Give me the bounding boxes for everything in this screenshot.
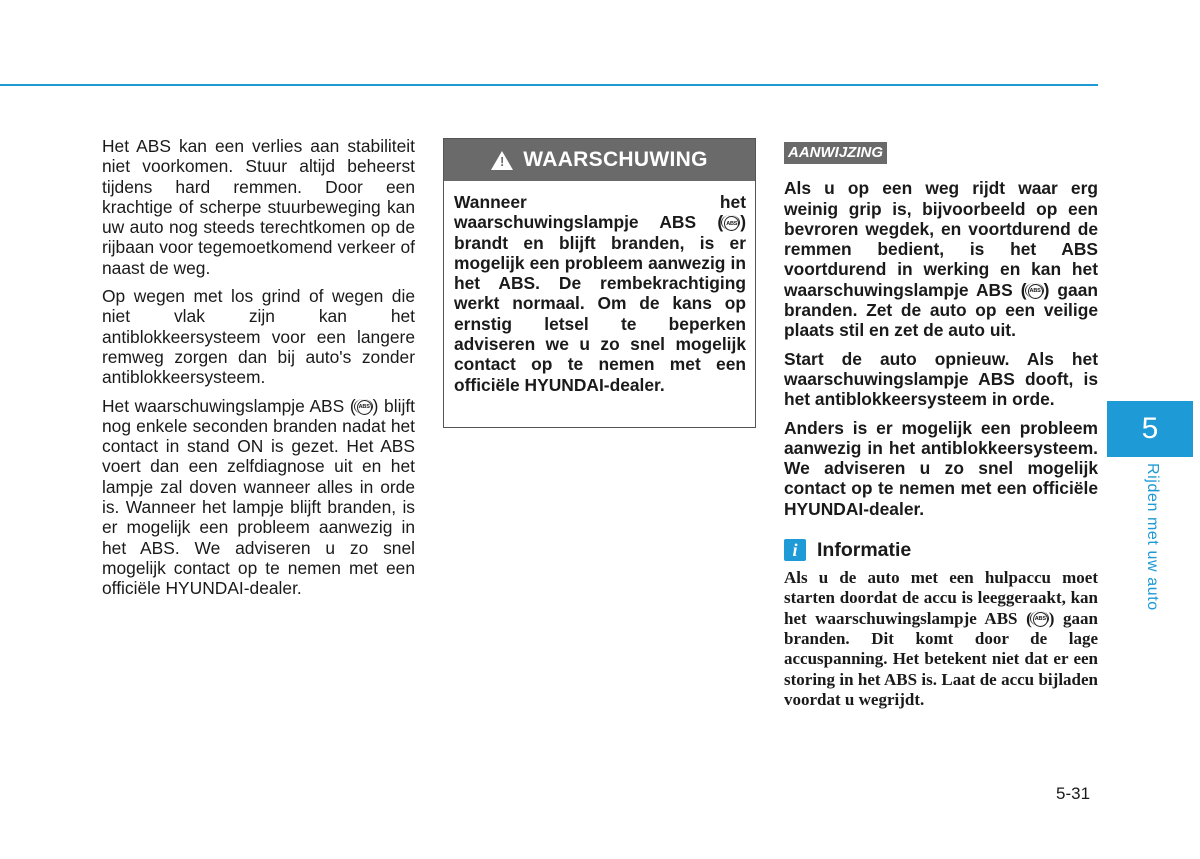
warning-header [444, 139, 755, 181]
abs-warning-lamp-icon [1033, 612, 1048, 627]
note-text [784, 178, 1098, 519]
info-text [784, 568, 1098, 710]
note-paragraph: Start de auto opnieuw. Als het waarschuwingslampje ABS dooft, is het antiblokkeersysteem in orde. [784, 348, 1098, 410]
body-column-right [784, 141, 1098, 718]
info-header [784, 539, 1098, 561]
text-fragment: ) brandt en blijft branden, is er mogelijk een probleem aanwezig in het ABS. De rembekrachtiging werkt normaal. Om de kans op ernstig letsel te beperken adviseren we u zo snel mogelijk contact op te nemen met een officiële HYUNDAI-dealer. [454, 212, 746, 395]
warning-title: WAARSCHUWING [523, 148, 708, 171]
chapter-tab: 5 [1107, 401, 1193, 457]
note-label: AANWIJZING [784, 142, 887, 164]
page-number: 5-31 [1056, 784, 1091, 803]
header-rule [0, 84, 1098, 86]
warning-triangle-icon [491, 151, 513, 170]
body-column-left [102, 136, 415, 607]
text-fragment: Wanneer het waarschuwingslampje ABS ( [454, 192, 746, 233]
note-paragraph: Anders is er mogelijk een probleem aanwezig in het antiblokkeersysteem. We adviseren u zo snel mogelijk contact op te nemen met een officiële HYUNDAI-dealer. [784, 417, 1098, 519]
text-fragment: Als u de auto met een hulpaccu moet starten doordat de accu is leeggeraakt, kan het waarschuwingslampje ABS ( [784, 568, 1098, 628]
paragraph-gravel-roads: Op wegen met los grind of wegen die niet vlak zijn kan het antiblokkeersysteem voor een langere remweg zorgen dan bij auto's zonder antiblokkeersysteem. [102, 286, 415, 388]
paragraph-abs-selfcheck [102, 396, 415, 599]
text-fragment: ) blijft nog enkele seconden branden nadat het contact in stand ON is gezet. Het ABS voert dan een zelfdiagnose uit en het lampje zal doven wanneer alles in orde is. Wanneer het lampje blijft branden, is er mogelijk een probleem aanwezig in het ABS. We adviseren u zo snel mogelijk contact op te nemen met een officiële HYUNDAI-dealer. [102, 395, 415, 599]
abs-warning-lamp-icon [357, 400, 372, 415]
warning-box [443, 138, 756, 428]
abs-warning-lamp-icon [724, 216, 739, 231]
chapter-label: Rijden met uw auto [1144, 463, 1161, 611]
info-icon: i [784, 539, 806, 561]
warning-text [444, 181, 755, 395]
text-fragment: ) gaan branden. Zet de auto op een veilige plaats stil en zet de auto uit. [784, 279, 1098, 341]
paragraph-abs-stability: Het ABS kan een verlies aan stabiliteit niet voorkomen. Stuur altijd beheerst tijdens hard remmen. Door een krachtige of scherpe stuurbeweging kan uw auto nog steeds terechtkomen op de rijbaan voor tegemoetkomend verkeer of naast de weg. [102, 136, 415, 278]
info-title: Informatie [817, 538, 912, 561]
text-fragment: Het waarschuwingslampje ABS ( [102, 395, 356, 416]
text-fragment: Als u op een weg rijdt waar erg weinig grip is, bijvoorbeeld op een bevroren wegdek, en voortdurend de remmen bedient, is het ABS voortdurend in werking en kan het waarschuwingslampje ABS ( [784, 178, 1098, 300]
note-paragraph [784, 178, 1098, 340]
abs-warning-lamp-icon [1028, 284, 1043, 299]
warning-glyph: ! [499, 153, 505, 169]
text-fragment: ) gaan branden. Dit komt door de lage accuspanning. Het betekent niet dat er een storing in het ABS is. Laat de accu bijladen voordat u wegrijdt. [784, 608, 1098, 709]
